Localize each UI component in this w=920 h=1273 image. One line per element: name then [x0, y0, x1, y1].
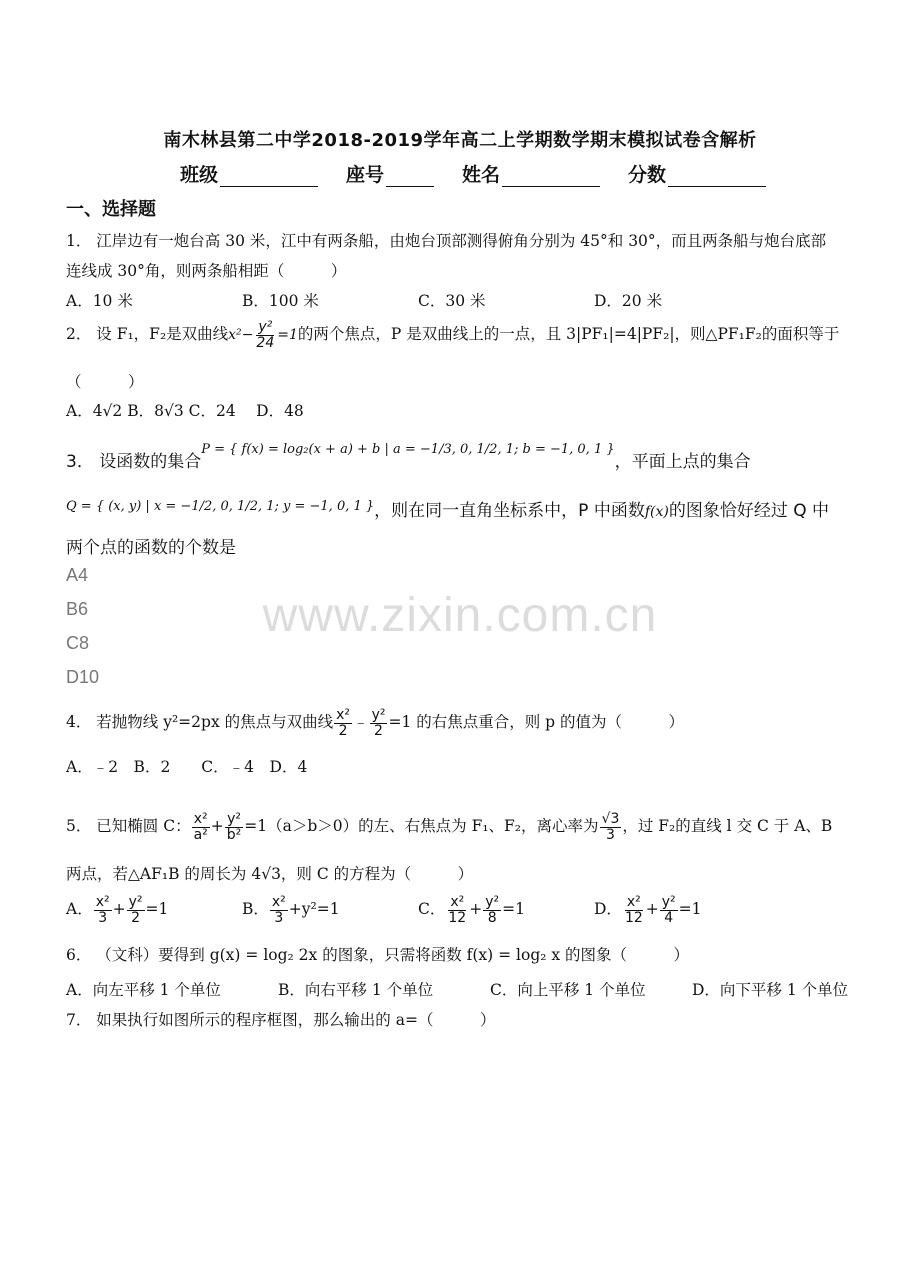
question-6-option-a[interactable]: A．向左平移 1 个单位	[66, 981, 221, 999]
question-5-line-1: 5． 已知椭圆 C： $\frac{\text{x²}}{\text{a²}}$ + $\frac{\text{y²}}{\text{b²}}$ =1（a＞b＞0）的左、右焦点为 F₁、F₂，离心率为 $\frac{√3}{3}$ ，过 F₂的直线 l 交 C 于 A、B	[66, 811, 833, 843]
question-1-line-1: 1． 江岸边有一炮台高 30 米，江中有两条船，由炮台顶部测得俯角分别为 45°和 30°，而且两条船与炮台底部	[66, 232, 827, 250]
question-6-option-b[interactable]: B．向右平移 1 个单位	[278, 981, 434, 999]
question-3-option-d[interactable]: D10	[66, 667, 100, 687]
question-3-option-a[interactable]: A4	[66, 565, 89, 585]
question-1-option-a[interactable]: A．10 米	[66, 292, 133, 310]
question-3-line-3: 两个点的函数的个数是	[66, 538, 236, 558]
section-heading: 一、选择题	[66, 199, 156, 220]
name-field[interactable]: 姓名	[462, 160, 600, 187]
question-4-options[interactable]: A．﹣2 B．2 C．﹣4 D．4	[66, 758, 308, 776]
seat-field[interactable]: 座号	[346, 160, 434, 187]
question-4-line-1: 4． 若抛物线 y²=2px 的焦点与双曲线 $\frac{\text{x²}}{2}$ ﹣ $\frac{\text{y²}}{2}$ =1 的右焦点重合，则 p 的值为（ ）	[66, 707, 685, 739]
student-info-row	[180, 160, 800, 187]
question-7-line-1: 7． 如果执行如图所示的程序框图，那么输出的 a=（ ）	[66, 1011, 496, 1029]
hyperbola-formula: x²− $\frac{\text{y²}}{24}$ =1	[228, 319, 298, 351]
question-2-line-2: （ ）	[66, 373, 144, 391]
question-5-option-c[interactable]: C． $\frac{\text{x²}}{12}$ + $\frac{\text{y²}}{8}$ =1	[418, 894, 525, 926]
question-3-line-2: $^{Q = \{ (x, y) | x = -1/2, 0, 1/2, 1; y = -1, 0, 1 \}}$，则在同一直角坐标系中，P 中函数f(x)的图象恰好经过 Q 中	[66, 499, 830, 521]
question-1-option-d[interactable]: D．20 米	[594, 292, 663, 310]
set-q-formula: Q = { (x, y) | x = −1/2, 0, 1/2, 1; y = −1, 0, 1 }	[66, 499, 375, 514]
set-p-formula: P = { f(x) = log₂(x + a) + b | a = −1/3, 0, 1/2, 1; b = −1, 0, 1 }	[201, 442, 615, 457]
question-3-option-b[interactable]: B6	[66, 599, 89, 619]
question-6-option-d[interactable]: D．向下平移 1 个单位	[692, 981, 849, 999]
question-6-option-c[interactable]: C．向上平移 1 个单位	[490, 981, 646, 999]
question-3-option-c[interactable]: C8	[66, 633, 90, 653]
question-1-line-2: 连线成 30°角，则两条船相距（ ）	[66, 262, 347, 280]
exam-title: 南木林县第二中学2018-2019学年高二上学期数学期末模拟试卷含解析	[163, 130, 757, 151]
class-field[interactable]: 班级	[180, 160, 318, 187]
question-1-option-c[interactable]: C．30 米	[418, 292, 486, 310]
question-2-line-1: 2． 设 F₁，F₂是双曲线x²− $\frac{\text{y²}}{24}$ =1的两个焦点，P 是双曲线上的一点，且 3|PF₁|=4|PF₂|，则△PF₁F₂的面积等于	[66, 319, 840, 351]
question-5-option-d[interactable]: D． $\frac{\text{x²}}{12}$ + $\frac{\text{y²}}{4}$ =1	[594, 894, 702, 926]
watermark: www.zixin.com.cn	[262, 589, 658, 642]
score-field[interactable]: 分数	[628, 160, 766, 187]
question-3-line-1: 3． 设函数的集合$^{P = \{ f(x) = log_2(x + a) + b | a = -1/3, 0, 1/2, 1; b = -1, 0, 1 \}}$，平面上点的集合	[66, 442, 751, 472]
question-6-line-1: 6． （文科）要得到 g(x) = log₂ 2x 的图象，只需将函数 f(x) = log₂ x 的图象（ ）	[66, 946, 690, 964]
question-2-options[interactable]: A．4√2 B．8√3 C．24 D．48	[66, 402, 304, 420]
question-5-option-b[interactable]: B． $\frac{\text{x²}}{3}$ +y²=1	[242, 894, 340, 926]
question-5-option-a[interactable]: A． $\frac{\text{x²}}{3}$ + $\frac{\text{y²}}{2}$ =1	[66, 894, 169, 926]
question-5-line-2: 两点，若△AF₁B 的周长为 4√3，则 C 的方程为（ ）	[66, 865, 474, 883]
question-1-option-b[interactable]: B．100 米	[242, 292, 319, 310]
